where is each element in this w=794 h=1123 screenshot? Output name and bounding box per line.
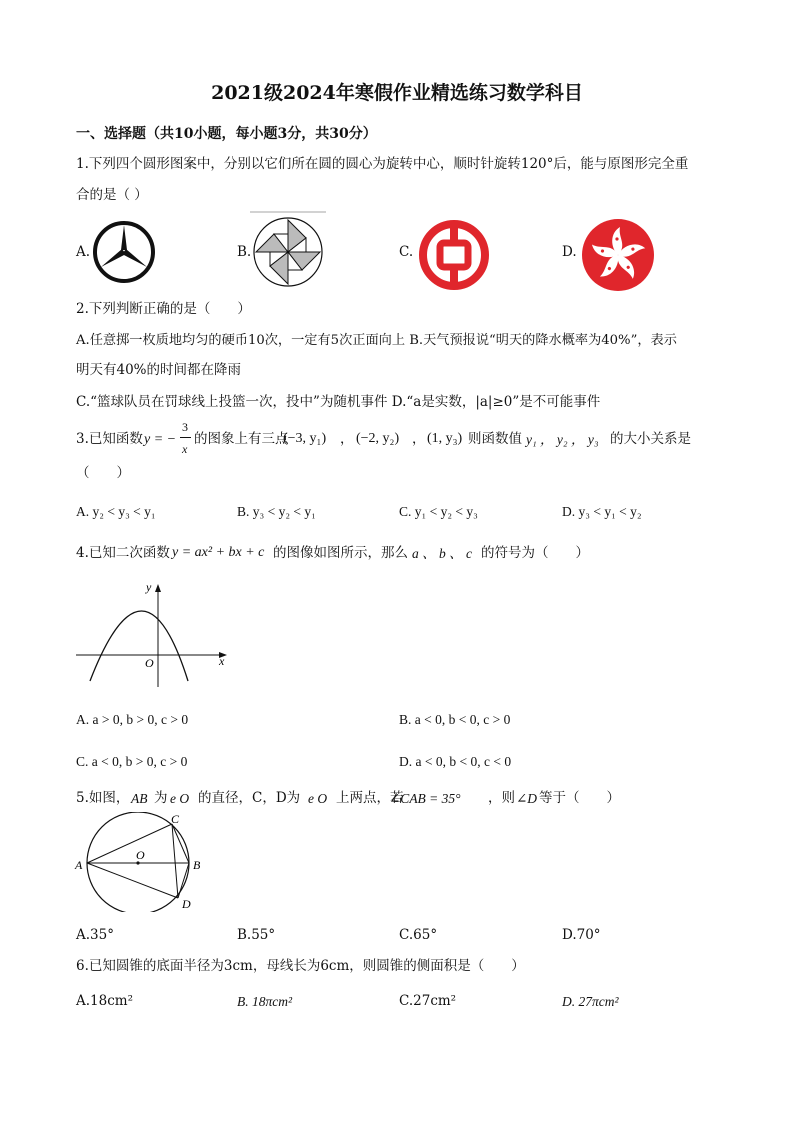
point-a-label: A	[75, 858, 83, 872]
q3-mid: 的图象上有三点	[194, 431, 289, 447]
q4-option-d: D. a < 0, b < 0, c < 0	[399, 754, 512, 769]
mercedes-star-icon	[91, 219, 157, 285]
q3-option-b: B. y₃ < y₂ < y₁	[237, 504, 316, 519]
q5-option-c: C.65°	[399, 927, 438, 943]
q3-fraction-denominator: x	[182, 442, 188, 456]
q4-option-a: A. a > 0, b > 0, c > 0	[76, 712, 189, 727]
q5-angle-cab: ∠CAB = 35°	[389, 791, 461, 806]
q4-prefix: 4.已知二次函数	[76, 545, 170, 561]
q4-vars: a 、 b 、 c	[412, 546, 472, 561]
pinwheel-icon	[248, 211, 328, 291]
q3-vars: y₁ ， y₂ ， y₃	[526, 432, 599, 447]
point-b-label: B	[193, 858, 201, 872]
q5-option-b: B.55°	[237, 927, 276, 943]
q5-mid2: 的直径，C，D为	[198, 790, 301, 806]
page-title: 2021级2024年寒假作业精选练习数学科目	[211, 82, 583, 104]
q4-option-c: C. a < 0, b > 0, c > 0	[76, 754, 188, 769]
q4-mid: 的图像如图所示，那么	[273, 545, 408, 561]
q6-option-b: B. 18πcm²	[237, 994, 293, 1009]
q3-tail: 的大小关系是	[610, 431, 691, 447]
bank-of-china-logo-icon	[418, 219, 490, 291]
q5-option-a: A.35°	[76, 927, 114, 943]
q5-circle-1: e O	[170, 791, 190, 806]
q3-sep-1: ，	[340, 431, 354, 447]
q2-stem: 2.下列判断正确的是（ ）	[76, 301, 251, 317]
q5-prefix: 5.如图，	[76, 790, 130, 806]
q5-tail: 等于（ ）	[539, 790, 620, 806]
graph-origin-label: O	[145, 656, 154, 670]
parabola-graph	[72, 583, 237, 691]
q5-mid4: ，则	[488, 790, 515, 806]
q6-option-a: A.18cm²	[76, 993, 133, 1009]
q5-option-d: D.70°	[562, 927, 601, 943]
q1-option-b-label: B.	[237, 244, 252, 260]
q4-function: y = ax² + bx + c	[172, 545, 265, 560]
q3-point-3: (1, y₃)	[427, 431, 463, 446]
graph-x-label: x	[219, 654, 225, 668]
circle-geometry-figure	[72, 812, 212, 912]
q5-ab: AB	[131, 791, 148, 806]
q6-option-d: D. 27πcm²	[562, 994, 619, 1009]
q1-option-c-label: C.	[399, 244, 414, 260]
q1-option-d-label: D.	[562, 244, 577, 260]
point-d-label: D	[182, 897, 191, 911]
q6-option-c: C.27cm²	[399, 993, 457, 1009]
q5-circle-2: e O	[308, 791, 328, 806]
q6-stem: 6.已知圆锥的底面半径为3cm，母线长为6cm，则圆锥的侧面积是（ ）	[76, 958, 525, 974]
q3-option-a: A. y₂ < y₃ < y₁	[76, 504, 156, 519]
q3-fraction-numerator: 3	[182, 420, 188, 434]
q3-answer-paren: （ ）	[76, 465, 130, 481]
q3-sep-2: ，	[412, 431, 426, 447]
q3-option-d: D. y₃ < y₁ < y₂	[562, 504, 642, 519]
q5-angle-d: ∠D	[516, 791, 538, 806]
bauhinia-flag-icon	[580, 217, 656, 293]
q3-func-lhs: y = −	[144, 432, 177, 447]
q1-option-a-label: A.	[76, 244, 91, 260]
q3-option-c: C. y₁ < y₂ < y₃	[399, 504, 478, 519]
graph-y-label: y	[146, 583, 152, 594]
q3-suffix: 则函数值	[468, 431, 522, 447]
q1-stem-line2: 合的是（ ）	[76, 187, 148, 203]
q2-option-b-cont: 明天有40%的时间都在降雨	[76, 362, 242, 378]
q4-option-b: B. a < 0, b < 0, c > 0	[399, 712, 511, 727]
q1-stem-line1: 1.下列四个圆形图案中，分别以它们所在圆的圆心为旋转中心，顺时针旋转120°后，能与原图形完全重	[76, 156, 689, 172]
section-heading: 一、选择题（共10小题，每小题3分，共30分）	[76, 126, 377, 142]
q2-options-cd: C.“篮球队员在罚球线上投篮一次，投中”为随机事件 D.“a是实数，|a|≥0”是不可能事件	[76, 394, 601, 410]
q3-fraction-bar	[180, 437, 191, 438]
q2-options-ab: A.任意掷一枚质地均匀的硬币10次，一定有5次正面向上 B.天气预报说“明天的降水概率为40%”，表示	[76, 333, 677, 348]
q3-point-1: (−3, y₁)	[283, 431, 327, 446]
q4-tail: 的符号为（ ）	[481, 545, 589, 561]
point-o-label: O	[136, 848, 145, 862]
q3-point-2: (−2, y₂)	[356, 431, 400, 446]
point-c-label: C	[171, 812, 180, 826]
q3-prefix: 3.已知函数	[76, 431, 143, 447]
q5-mid3: 上两点，若	[336, 790, 404, 806]
q5-mid1: 为	[154, 790, 168, 806]
